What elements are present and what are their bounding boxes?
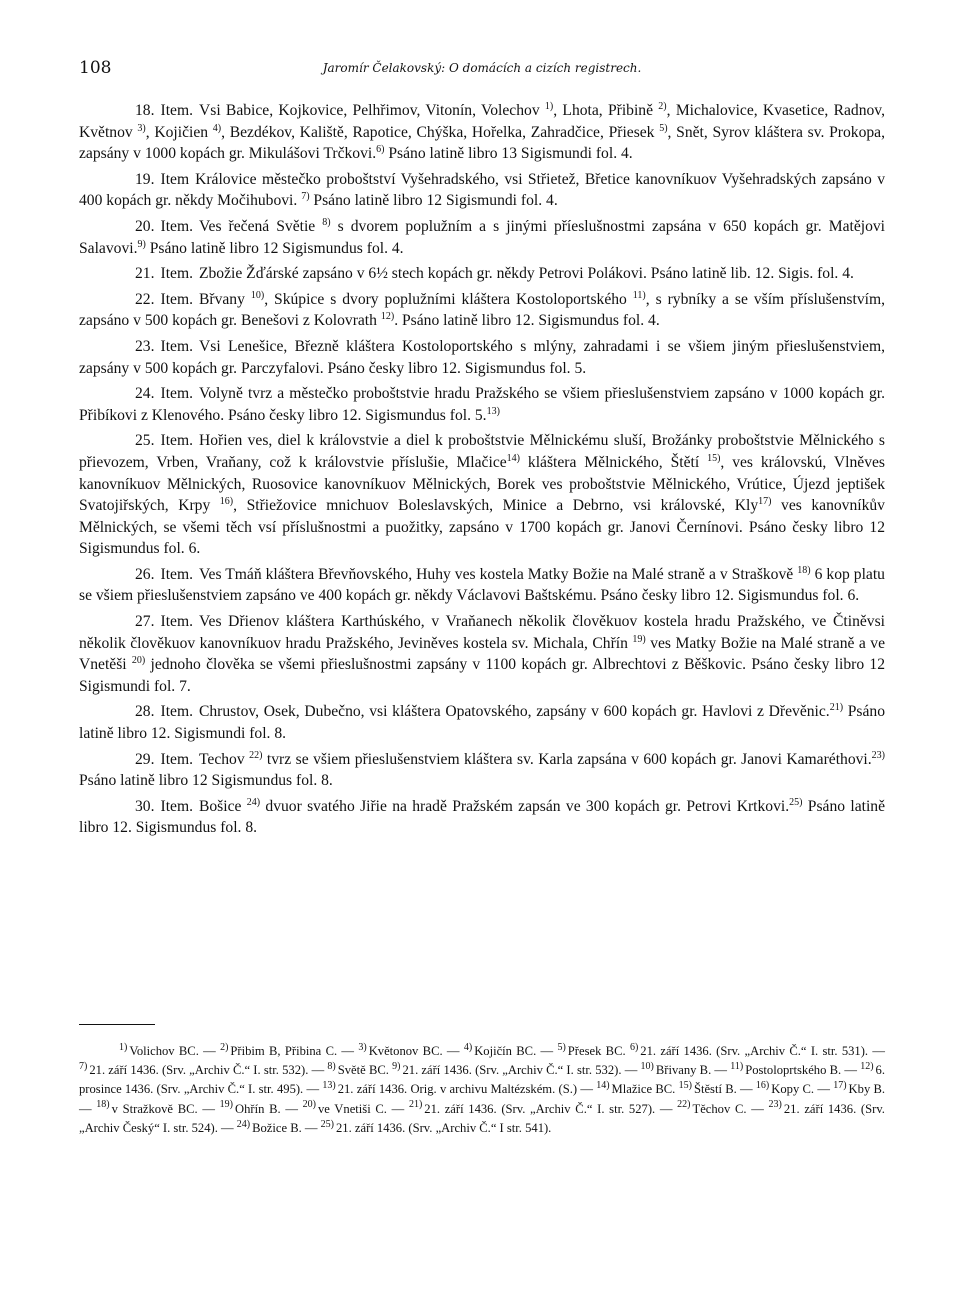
entry-number: 30.: [135, 797, 155, 815]
entry-text: Psáno latině libro 12 Sigismundus fol. 4.: [145, 239, 404, 257]
footnote-text: 21. září 1436. (Srv. „Archiv Č.“ I. str. 532). —: [89, 1063, 325, 1078]
footnote-number: 13): [322, 1080, 336, 1092]
entry-head: Item.: [160, 265, 193, 283]
footnote-ref: 4): [212, 122, 222, 134]
footnote-number: 18): [96, 1099, 110, 1111]
footnote-text: 6. prosince 1436. (Srv. „Archiv Č.“ I. str. 495). —: [79, 1063, 885, 1097]
footnote-number: 15): [678, 1080, 692, 1092]
main-text: [79, 100, 885, 843]
footnote-number: 21): [408, 1099, 423, 1111]
entry-head: Item.: [160, 290, 193, 308]
footnote-text: 21. září 1436. Orig. v archivu Maltézském. (S.) —: [337, 1082, 593, 1097]
footnote-ref: 12): [380, 311, 395, 323]
footnote-ref: 19): [632, 633, 646, 645]
entry-text: , Bezdékov, Kaliště, Rapotice, Chýška, Hořelka, Zahradčice, Přiesek: [221, 123, 660, 141]
footnote-number: 25): [320, 1118, 334, 1130]
footnote-text: Štěstí B. —: [693, 1082, 753, 1097]
entry-text: Psáno latině libro 12. Sigismundus fol. 8.: [79, 797, 885, 837]
footnote-text: Ohřín B. —: [234, 1101, 298, 1116]
footnote-ref: 22): [249, 749, 263, 761]
footnote-text: Přibim B, Přibina C. —: [230, 1044, 355, 1058]
footnote-number: 11): [730, 1061, 744, 1073]
entry-text: kláštera Mělnického, Štětí: [520, 453, 708, 471]
footnote-ref: 23): [871, 749, 885, 761]
entry-text: Hořien ves, diel k královstvie a diel k proboštstvie Mělnickému sluší, Brožánky proboštstvie Mělnického s přievozem, Vrben, Vraňany, což k královstvie příslušie, Mlačice: [79, 432, 885, 471]
footnote-ref: 5): [659, 122, 668, 134]
footnote-text: Božice B. —: [252, 1120, 318, 1135]
entry-text: , s rybníky a se vším příslušenstvím, zapsáno v 500 kopách gr. Benešovi z Kolovrath: [79, 290, 885, 330]
footnote-text: Kby B. —: [79, 1082, 886, 1116]
footnote-number: 22): [677, 1099, 691, 1111]
footnote-text: Kojičín BC. —: [474, 1044, 554, 1058]
entry-head: Item: [160, 170, 190, 188]
footnote-ref: 6): [376, 144, 385, 155]
entry-text: Bošice: [198, 797, 247, 815]
footnotes: [79, 1042, 885, 1138]
entry-text: Zbožie Žďárské zapsáno v 6½ stech kopách gr. někdy Petrovi Polákovi. Psáno latině lib. 12. Sigis. fol. 4.: [198, 265, 854, 283]
footnote-ref: 7): [301, 191, 310, 203]
entry: [79, 701, 885, 744]
footnote-text: 21. září 1436. (Srv. „Archiv Č.“ I. str. 531). —: [640, 1044, 885, 1058]
footnote-text: ve Vnetiši C. —: [317, 1101, 405, 1116]
footnote-ref: 21): [829, 702, 844, 714]
footnote-number: 23): [768, 1099, 782, 1111]
footnote-ref: 18): [797, 564, 811, 576]
entry-head: Item.: [160, 337, 193, 355]
entry-text: s dvorem poplužním a s jinými příeslušnostmi zapsána v 650 kopách gr. Matějovi Salavovi.: [79, 217, 885, 257]
entry-text: Chrustov, Osek, Dubečno, vsi kláštera Opatovského, zapsány v 600 kopách gr. Havlovi z Dřevěnic.: [198, 703, 830, 721]
footnote-text: 21. září 1436. (Srv. „Archiv Č.“ I. str. 527). —: [424, 1101, 673, 1116]
entry: [79, 169, 885, 212]
entry-text: Vsi Babice, Kojkovice, Pelhřimov, Vitonín, Volechov: [198, 102, 545, 119]
footnote-ref: 11): [632, 289, 646, 301]
footnote-ref: 15): [707, 452, 721, 464]
footnote-ref: 20): [131, 655, 146, 667]
footnote-text: Květonov BC. —: [368, 1044, 460, 1058]
footnote-number: 9): [392, 1061, 401, 1073]
entry-text: ves kanovníkův Mělnických, se všemi těch vsí příslušnostmi a puožitky, zapsáno v 1700 kopách gr. Janovi Černínovi. Psáno česky libro 12 Sigismundus fol. 6.: [79, 497, 885, 558]
entry: [79, 289, 885, 332]
footnote-text: Těchov C. —: [692, 1101, 764, 1116]
entry: [79, 749, 885, 792]
entry-number: 27.: [135, 613, 155, 631]
entry-number: 24.: [135, 385, 155, 403]
entry-head: Item.: [160, 613, 193, 631]
footnote-number: 7): [79, 1061, 88, 1073]
entry-text: , Michalovice, Kvasetice, Radnov, Květnov: [79, 102, 885, 141]
page-header: [79, 58, 885, 82]
page-number: 108: [79, 58, 112, 78]
entry-text: Psáno latině libro 12. Sigismundi fol. 8.: [79, 703, 886, 743]
entry: [79, 611, 885, 697]
entry: [79, 796, 885, 839]
footnote-text: Světě BC.: [337, 1063, 389, 1078]
entry-head: Item.: [160, 385, 193, 403]
entry-number: 25.: [135, 432, 155, 450]
entry-text: dvuor svatého Jiřie na hradě Pražském zapsán ve 300 kopách gr. Petrovi Krtkovi.: [260, 797, 790, 815]
entry-number: 19.: [135, 170, 155, 188]
entry-text: Psáno latině libro 12 Sigismundus fol. 8.: [79, 772, 333, 790]
entry-head: Item.: [160, 750, 193, 768]
footnote-ref: 10): [250, 289, 265, 301]
footnote-number: 6): [629, 1041, 639, 1053]
entry: [79, 216, 885, 259]
entry: [79, 564, 885, 607]
entry-text: Volyně tvrz a městečko proboštstvie hradu Pražského se všiem přieslušenstviem zapsáno v 1000 kopách gr. Přibíkovi z Klenového. Psáno česky libro 12. Sigismundus fol. 5.: [79, 385, 885, 424]
entry-number: 28.: [135, 703, 155, 721]
footnote-ref: 1): [544, 100, 554, 112]
footnote-number: 19): [219, 1099, 233, 1111]
entry-number: 29.: [135, 750, 155, 768]
footnote-text: v Stražkově BC. —: [111, 1101, 215, 1116]
entry-text: tvrz se všiem přieslušenstviem kláštera sv. Karla zapsána v 600 kopách gr. Janovi Kamaréthovi.: [262, 750, 872, 768]
footnote-text: Břivany B. —: [655, 1063, 728, 1078]
footnote-ref: 9): [137, 238, 146, 250]
running-title: Jaromír Čelakovský: O domácích a cizích registrech.: [322, 61, 642, 75]
entry-text: ves Matky Božie na Malé straně a ve Vnetěši: [79, 634, 885, 674]
footnote-number: 2): [220, 1041, 229, 1053]
footnote-number: 24): [236, 1118, 251, 1130]
entry: [79, 336, 885, 379]
entry-text: 6 kop platu se všiem přieslušenstviem zapsáno ve 400 kopách gr. někdy Václavovi Baštskému. Psáno česky libro 12. Sigismundus fol. 6.: [79, 565, 885, 605]
footnote-number: 20): [302, 1099, 316, 1111]
footnote-text: Postoloprtského B. —: [745, 1063, 857, 1078]
entry-number: 23.: [135, 337, 155, 355]
footnote-number: 5): [557, 1041, 566, 1053]
footnote-number: 16): [755, 1080, 770, 1092]
entry-text: Ves Tmáň kláštera Břevňovského, Huhy ves kostela Matky Božie na Malé straně a v Straškově: [198, 565, 798, 583]
footnote-text: Volichov BC. —: [129, 1044, 216, 1058]
entry-text: Psáno latině libro 13 Sigismundi fol. 4.: [384, 145, 633, 163]
footnote-number: 8): [327, 1061, 336, 1073]
footnote-number: 12): [860, 1061, 874, 1073]
footnote-text: 21. září 1436. (Srv. „Archiv Č.“ I str. 541).: [336, 1120, 552, 1135]
entry-text: , Střiežovice mnichuov Boleslavských, Minice a Debrno, vsi královské, Kly: [233, 497, 759, 515]
entry: [79, 383, 885, 426]
entry-head: Item.: [160, 432, 193, 450]
footnote-ref: 25): [789, 796, 803, 808]
footnote-number: 14): [596, 1080, 610, 1092]
entry-head: Item.: [160, 217, 193, 235]
entry-number: 21.: [135, 265, 155, 283]
footnote-text: Mlažice BC.: [611, 1082, 676, 1097]
entry-text: Ves Dřienov kláštera Karthúského, v Vraňanech několik člověkuov kostela hradu Pražského, ve Čtiněvsi několik člověkuov kanovníkuov hradu Pražského, Jeviněves kostela sv. Michala, Chřín: [79, 613, 885, 652]
entry-text: Techov: [198, 750, 250, 768]
entry: [79, 263, 885, 285]
entry-text: . Psáno latině libro 12. Sigismundus fol. 4.: [394, 312, 660, 330]
footnote-ref: 2): [658, 100, 667, 112]
entry-text: , Skúpice s dvory poplužními kláštera Kostoloportského: [264, 290, 633, 308]
footnote-ref: 17): [758, 495, 772, 507]
entry-text: , ves královskú, Vlněves kanovníkuov Mělnických, Ruosovice kanovníkuov Mělnických, Borek ves proboštstvie Mělnického, Vrútice, Újezd jeptišek Svatojiřských, Krpy: [79, 453, 885, 515]
entry-head: Item.: [160, 797, 193, 815]
footnote-ref: 16): [219, 495, 234, 507]
footnote-number: 17): [833, 1080, 847, 1092]
footnote-ref: 14): [506, 452, 521, 464]
entry-text: jednoho člověka se všemi přieslušnostmi zapsány v 1100 kopách gr. Albrechtovi z Běškovic. Psáno česky libro 12 Sigismundi fol. 7.: [79, 656, 885, 695]
entry-number: 26.: [135, 565, 155, 583]
entry-text: Královice městečko proboštství Vyšehradského, vsi Střietež, Břetice kanovníkuov Vyšehradských zapsáno v 400 kopách gr. někdy Močihubovi.: [79, 170, 885, 210]
entry: [79, 100, 885, 165]
footnote-rule: [79, 1024, 155, 1025]
entry-number: 20.: [135, 217, 155, 235]
entry-text: , Snět, Syrov kláštera sv. Prokopa, zapsány v 1000 kopách gr. Mikulášovi Trčkovi.: [79, 123, 885, 163]
entry-text: Psáno latině libro 12 Sigismundi fol. 4.: [309, 192, 558, 210]
entry-number: 18.: [135, 102, 155, 119]
footnote-number: 10): [640, 1061, 654, 1073]
footnote-ref: 8): [322, 216, 331, 228]
footnote-number: 4): [463, 1041, 473, 1053]
entry-text: , Kojičien: [145, 123, 213, 141]
footnote-text: Kopy C. —: [771, 1082, 830, 1097]
entry-text: Břvany: [198, 290, 251, 308]
entry-text: Ves řečená Světie: [198, 217, 323, 235]
footnote-ref: 24): [246, 796, 261, 808]
entry-head: Item.: [160, 703, 193, 721]
footnote-number: 3): [358, 1041, 367, 1053]
entry-number: 22.: [135, 290, 155, 308]
entry-text: , Lhota, Přibině: [553, 102, 659, 119]
footnote-text: 21. září 1436. (Srv. „Archiv Č.“ I. str. 532). —: [402, 1063, 638, 1078]
entry-text: Vsi Lenešice, Březně kláštera Kostoloportského s mlýny, zahradami i se všiem jiným přieslušenstviem, zapsány v 500 kopách gr. Parczyfalovi. Psáno česky libro 12. Sigismundus fol. 5.: [79, 337, 885, 377]
footnote-ref: 3): [137, 122, 146, 134]
entry-head: Item.: [160, 102, 193, 119]
footnote-text: Přesek BC.: [567, 1044, 626, 1058]
footnote-number: 1): [119, 1041, 128, 1053]
footnote-ref: 13): [486, 405, 500, 417]
footnote-text: 21. září 1436. (Srv. „Archiv Český“ I. str. 524). —: [79, 1101, 885, 1135]
entry-head: Item.: [160, 565, 193, 583]
entry: [79, 430, 885, 560]
